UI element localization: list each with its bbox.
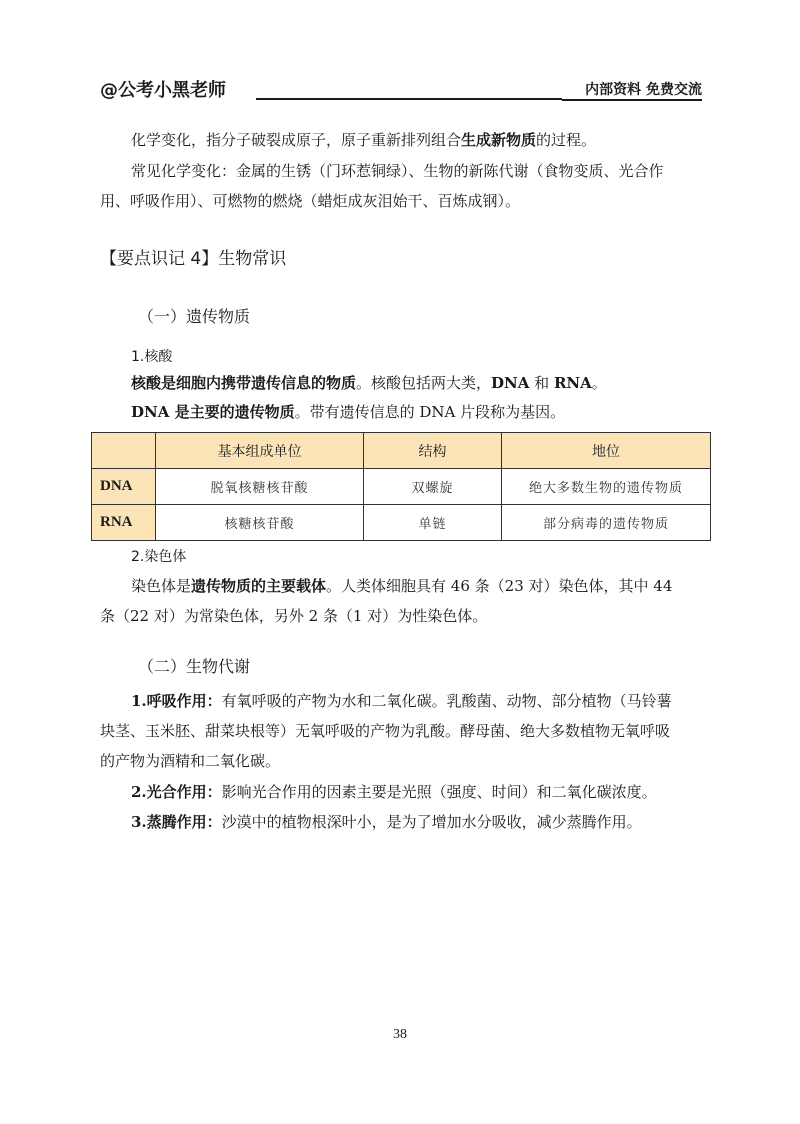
table-cell: 核糖核苷酸 — [156, 505, 364, 541]
text: 沙漠中的植物根深叶小，是为了增加水分吸收，减少蒸腾作用。 — [221, 813, 642, 831]
header-title: @公考小黑老师 — [100, 80, 226, 101]
photosynthesis-line — [131, 782, 657, 802]
table-header-row — [92, 433, 711, 469]
rna-bold: RNA — [553, 374, 592, 392]
subsection-title-metabolism: （二）生物代谢 — [138, 657, 251, 676]
respiration-label: 1.呼吸作用： — [131, 692, 222, 710]
respiration-line-2: 块茎、玉米胚、甜菜块根等）无氧呼吸的产物为乳酸。酵母菌、绝大多数植物无氧呼吸 — [100, 722, 671, 740]
table-cell: 绝大多数生物的遗传物质 — [502, 469, 711, 505]
table-header: 地位 — [502, 433, 711, 469]
text: 。带有遗传信息的 DNA 片段称为基因。 — [294, 403, 566, 421]
table-cell: 单链 — [364, 505, 502, 541]
row-head: DNA — [92, 469, 156, 505]
nucleic-acid-table — [91, 432, 711, 541]
text: 有氧呼吸的产物为水和二氧化碳。乳酸菌、动物、部分植物（马铃薯 — [221, 692, 672, 710]
text: 。核酸包括两大类， — [356, 374, 492, 392]
text: 和 — [529, 374, 554, 392]
page-header — [100, 74, 702, 104]
bold-definition: 核酸是细胞内携带遗传信息的物质 — [131, 374, 357, 392]
intro-text-end: 的过程。 — [536, 131, 597, 149]
bold-carrier: 遗传物质的主要载体 — [191, 577, 327, 595]
dna-para — [131, 402, 565, 422]
table-header-corner — [92, 433, 156, 469]
header-rule — [256, 98, 562, 100]
intro-bold: 生成新物质 — [461, 131, 537, 149]
table-cell: 双螺旋 — [364, 469, 502, 505]
respiration-line-3: 的产物为酒精和二氧化碳。 — [100, 752, 281, 770]
text: 影响光合作用的因素主要是光照（强度、时间）和二氧化碳浓度。 — [221, 783, 657, 801]
chromosome-para-2: 条（22 对）为常染色体，另外 2 条（1 对）为性染色体。 — [100, 607, 488, 625]
text: 染色体是 — [131, 577, 192, 595]
chromosome-para-1 — [131, 576, 672, 596]
bold-dna-main: DNA 是主要的遗传物质 — [131, 403, 295, 421]
page-number: 38 — [393, 1027, 407, 1042]
table-row — [92, 469, 711, 505]
photosynthesis-label: 2.光合作用： — [131, 783, 222, 801]
transpiration-line — [131, 812, 642, 832]
table-row — [92, 505, 711, 541]
table-header: 结构 — [364, 433, 502, 469]
transpiration-label: 3.蒸腾作用： — [131, 813, 222, 831]
intro-line-2: 常见化学变化：金属的生锈（门环惹铜绿）、生物的新陈代谢（食物变质、光合作 — [131, 162, 664, 180]
nucleic-acid-para — [131, 373, 607, 393]
text: 。 — [591, 374, 607, 392]
row-head: RNA — [92, 505, 156, 541]
header-note: 内部资料 免费交流 — [585, 82, 702, 98]
item-title-nucleic-acid: 1.核酸 — [131, 349, 173, 365]
table-header: 基本组成单位 — [156, 433, 364, 469]
table-cell: 部分病毒的遗传物质 — [502, 505, 711, 541]
subsection-title-genetic: （一）遗传物质 — [138, 307, 251, 326]
dna-bold: DNA — [491, 374, 530, 392]
intro-line-3: 用、呼吸作用）、可燃物的燃烧（蜡炬成灰泪始干、百炼成钢）。 — [100, 192, 521, 210]
table-cell: 脱氧核糖核苷酸 — [156, 469, 364, 505]
header-note-underline — [562, 99, 702, 101]
intro-text: 化学变化，指分子破裂成原子，原子重新排列组合 — [131, 131, 462, 149]
respiration-line-1 — [131, 691, 672, 711]
item-title-chromosome: 2.染色体 — [131, 549, 187, 565]
section-title: 【要点识记 4】生物常识 — [100, 249, 287, 269]
intro-line-1 — [131, 130, 596, 150]
text: 。人类体细胞具有 46 条（23 对）染色体，其中 44 — [326, 577, 673, 595]
